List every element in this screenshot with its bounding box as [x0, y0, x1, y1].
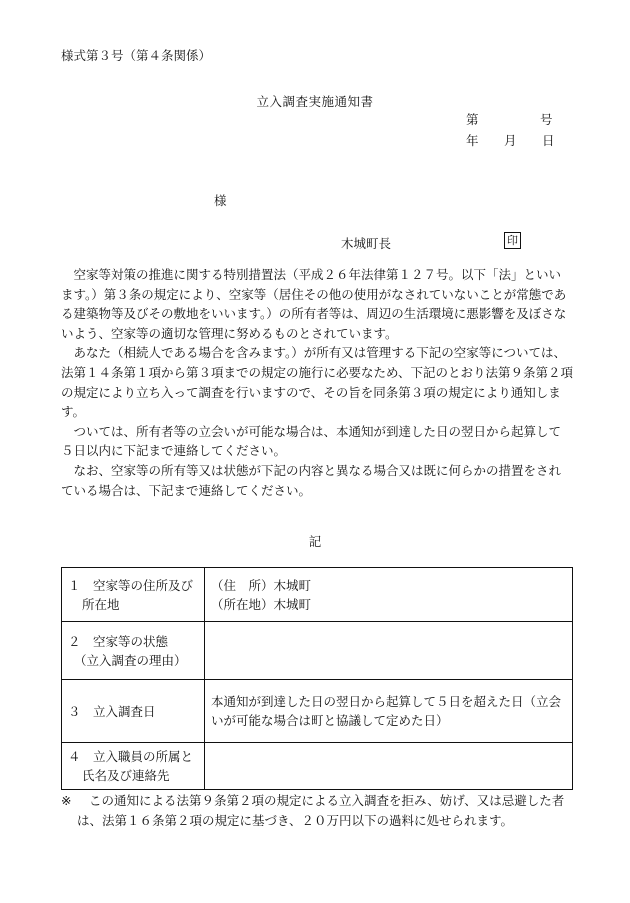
- value-line: いが可能な場合は町と協議して定めた日）: [211, 713, 449, 728]
- row-value: [205, 622, 573, 680]
- label-line: ４ 立入職員の所属と: [68, 749, 194, 764]
- issuer-name: 木城町長: [341, 236, 392, 251]
- table-row: [62, 568, 573, 622]
- notice-body: [61, 265, 573, 500]
- note-mark: ※: [61, 793, 72, 808]
- document-date: [466, 131, 555, 149]
- row-label: [62, 568, 205, 622]
- date-year: 年: [466, 133, 479, 148]
- penalty-note: [61, 791, 581, 831]
- note-line: は、法第１６条第２項の規定に基づき、２０万円以下の過料に処せられます。: [77, 813, 514, 828]
- body-paragraph-3: ついては、所有者等の立会いが可能な場合は、本通知が到達した日の翌日から起算して５日以内に下記まで連絡してください。: [61, 423, 562, 459]
- addressee-honorific: 様: [214, 193, 227, 208]
- row-value: [205, 568, 573, 622]
- section-mark: 記: [308, 534, 322, 549]
- number-suffix: 号: [540, 112, 553, 127]
- seal-mark: 印: [504, 232, 521, 249]
- body-paragraph-4: なお、空家等の所有等又は状態が下記の内容と異なる場合又は既に何らかの措置をされている場合は、下記まで連絡してください。: [61, 462, 562, 498]
- document-number: [466, 110, 553, 128]
- row-label: [62, 680, 205, 743]
- date-month: 月: [504, 133, 517, 148]
- document-title: 立入調査実施通知書: [256, 94, 374, 109]
- label-line: 所在地: [82, 596, 120, 612]
- row-value: [205, 743, 573, 790]
- value-line: 本通知が到達した日の翌日から起算して５日を超えた日（立会: [211, 694, 562, 709]
- number-prefix: 第: [466, 112, 479, 127]
- survey-details-table: [61, 567, 573, 790]
- label-line: （立入調査の理由）: [74, 652, 187, 668]
- table-row: [62, 680, 573, 743]
- table-row: [62, 622, 573, 680]
- label-line: 氏名及び連絡先: [82, 768, 170, 783]
- label-line: ３ 立入調査日: [68, 703, 156, 719]
- body-paragraph-2: あなた（相続人である場合を含みます。）が所有又は管理する下記の空家等については、法第１４条第１項から第３項までの規定の施行に必要なため、下記のとおり法第９条第２項の規定により立ち入って調査を行いますので、その旨を同条第３項の規定により通知します。: [61, 345, 574, 420]
- row-label: [62, 622, 205, 680]
- label-line: １ 空家等の住所及び: [68, 577, 194, 593]
- table-row: [62, 743, 573, 790]
- row-value: [205, 680, 573, 743]
- value-line: （住 所）木城町: [211, 577, 312, 593]
- date-day: 日: [542, 133, 555, 148]
- body-paragraph-1: 空家等対策の推進に関する特別措置法（平成２６年法律第１２７号。以下「法」といいます。）第３条の規定により、空家等（居住その他の使用がなされていないことが常態である建築物等及びその敷地をいいます。）の所有者等は、周辺の生活環境に悪影響を及ぼさないよう、空家等の適切な管理に努めるものとされています。: [61, 267, 567, 341]
- value-line: （所在地）木城町: [211, 596, 312, 612]
- note-line: この通知による法第９条第２項の規定による立入調査を拒み、妨げ、又は忌避した者: [89, 793, 565, 808]
- form-label: 様式第３号（第４条関係）: [61, 48, 212, 63]
- label-line: ２ 空家等の状態: [68, 633, 169, 649]
- row-label: [62, 743, 205, 790]
